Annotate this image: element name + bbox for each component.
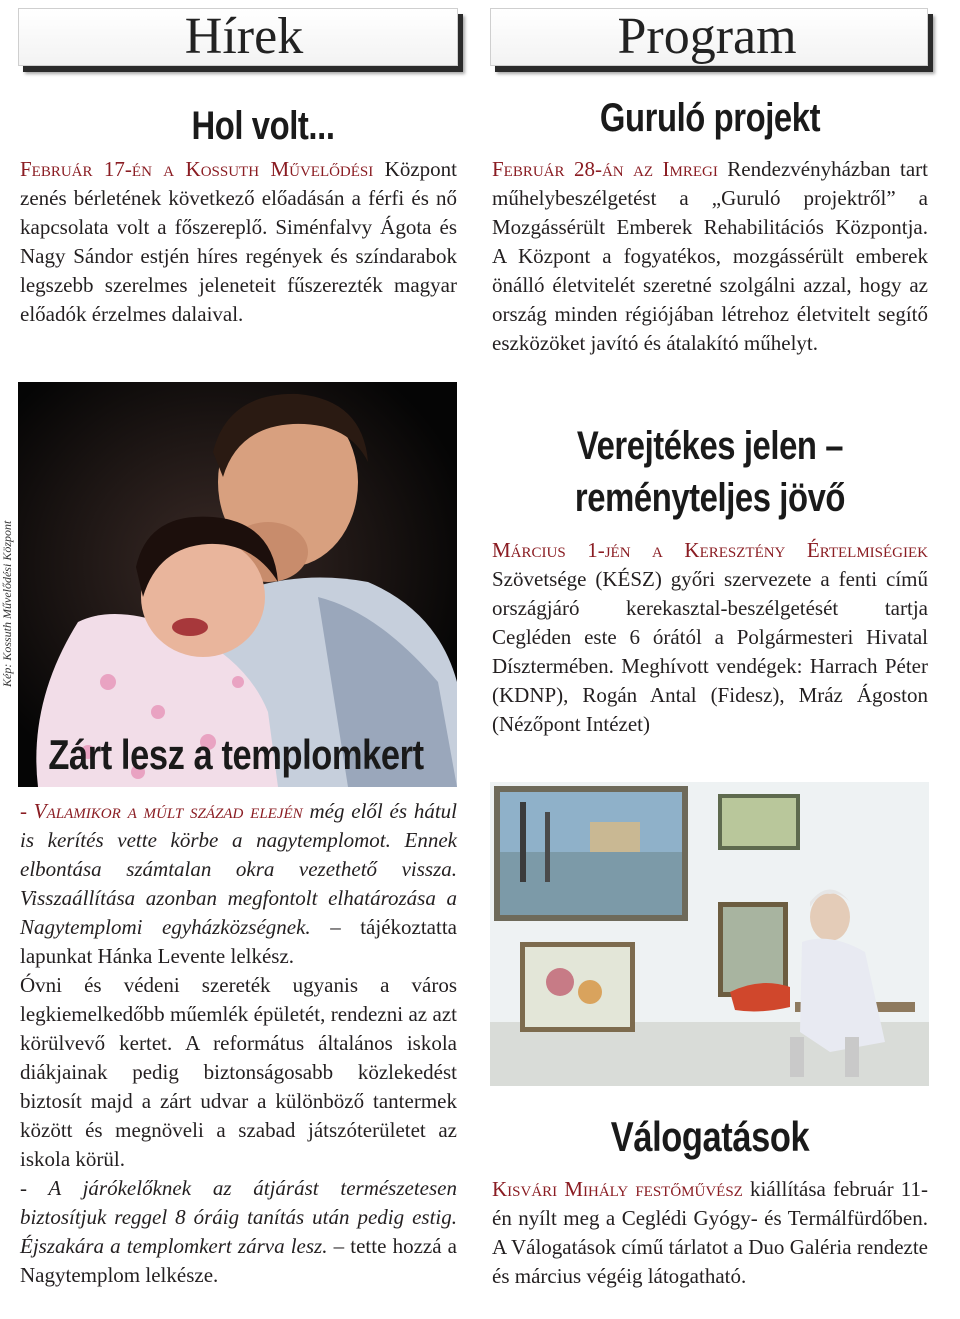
section-title-news: Hírek [184, 8, 304, 65]
article-title-verejtekes-2: reményteljes jövő [574, 476, 846, 520]
gallery-photo-image [490, 782, 929, 1086]
article-lead-valogatasok: Kisvári Mihály festőművész [492, 1177, 743, 1201]
section-banner-news [18, 8, 458, 66]
theatre-photo-image [18, 382, 457, 787]
zart-quote-2: - A járókelőknek az átjárást természetesen biztosítjuk reggel 8 óráig tanítás után pedig estig. Éjszakára a templomkert zárva lesz. [20, 1176, 457, 1258]
photo-credit: Kép: Kossuth Művelődési Központ [0, 520, 14, 687]
zart-body-text: Óvni és védeni szereték ugyanis a város legkiemelkedőbb műemlék épületét, rendezni az azt körülvevő kertet. A református általános iskola diákjainak pedig biztonságosabb közlekedést biztosít majd a zárt udvar a különböző tantermek között és megnöveli a szabad játszóterületet az iskola körül. [20, 973, 457, 1171]
article-body-verejtekes [492, 536, 928, 739]
section-banner-program [490, 8, 928, 66]
article-title-hol-volt: Hol volt... [191, 104, 335, 148]
zart-quote-1-text: még elől és hátul is kerítés vette körbe a nagytemplomot. Ennek elbontása számtalan okra vezethető vissza. Visszaállítása azonban megfontolt elhatározása a Nagytemplomi egyházközségnek. [20, 799, 457, 939]
article-title-valogatasok: Válogatások [610, 1113, 810, 1160]
article-body-hol-volt [20, 155, 457, 329]
article-text-verejtekes: Szövetsége (KÉSZ) győri szervezete a fenti című országjáró kerekasztal-beszélgetését tartja Cegléden este 6 órától a Polgármesteri Hivatal Dísztermében. Meghívott vendégek: Harrach Péter (KDNP), Rogán Antal (Fidesz), Mráz Ágoston (Nézőpont Intézet) [492, 567, 928, 736]
article-body-valogatasok [492, 1175, 928, 1291]
article-body-zart [20, 797, 457, 1290]
article-title-verejtekes-1: Verejtékes jelen – [576, 424, 844, 468]
article-title-zart: Zárt lesz a templomkert [48, 731, 424, 778]
article-lead-verejtekes: Március 1-jén a Keresztény Értelmiségiek [492, 538, 928, 562]
article-lead-hol-volt: Február 17-én a Kossuth Művelődési [20, 157, 374, 181]
article-body-gurulo [492, 155, 928, 358]
zart-attribution-2: – tette hozzá a Nagytemplom lelkésze. [20, 1234, 457, 1287]
article-lead-zart: - Valamikor a múlt század elején [20, 799, 303, 823]
article-title-gurulo: Guruló projekt [599, 96, 821, 140]
article-text-valogatasok: kiállítása február 11-én nyílt meg a Ceglédi Gyógy- és Termálfürdőben. A Válogatások című tárlatot a Duo Galéria rendezte és március végéig látogatható. [492, 1177, 928, 1288]
article-text-gurulo: Rendezvényházban tart műhelybeszélgetést a „Guruló projektről” a Mozgássérült Emberek Rehabilitációs Központja. A Központ a fogyatékos, mozgássérült emberek önálló életvitelét szeretné szolgálni azzal, hogy az ország minden régiójában létrehoz életvitelt segítő eszközöket javító és átalakító műhelyt. [492, 157, 928, 355]
zart-attribution-1: – tájékoztatta lapunkat Hánka Levente lelkész. [20, 915, 457, 968]
article-text-hol-volt: Központ zenés bérletének következő előadásán a férfi és nő kapcsolata volt a főszereplő. Siménfalvy Ágota és Nagy Sándor estjén híres regények és színdarabok legszebb szerelmes jeleneteit fűszerezték magyar előadók érzelmes dalaival. [20, 157, 457, 326]
section-title-program: Program [617, 8, 797, 65]
article-lead-gurulo: Február 28-án az Imregi [492, 157, 718, 181]
theatre-photo [18, 382, 457, 787]
gallery-photo [490, 782, 929, 1086]
